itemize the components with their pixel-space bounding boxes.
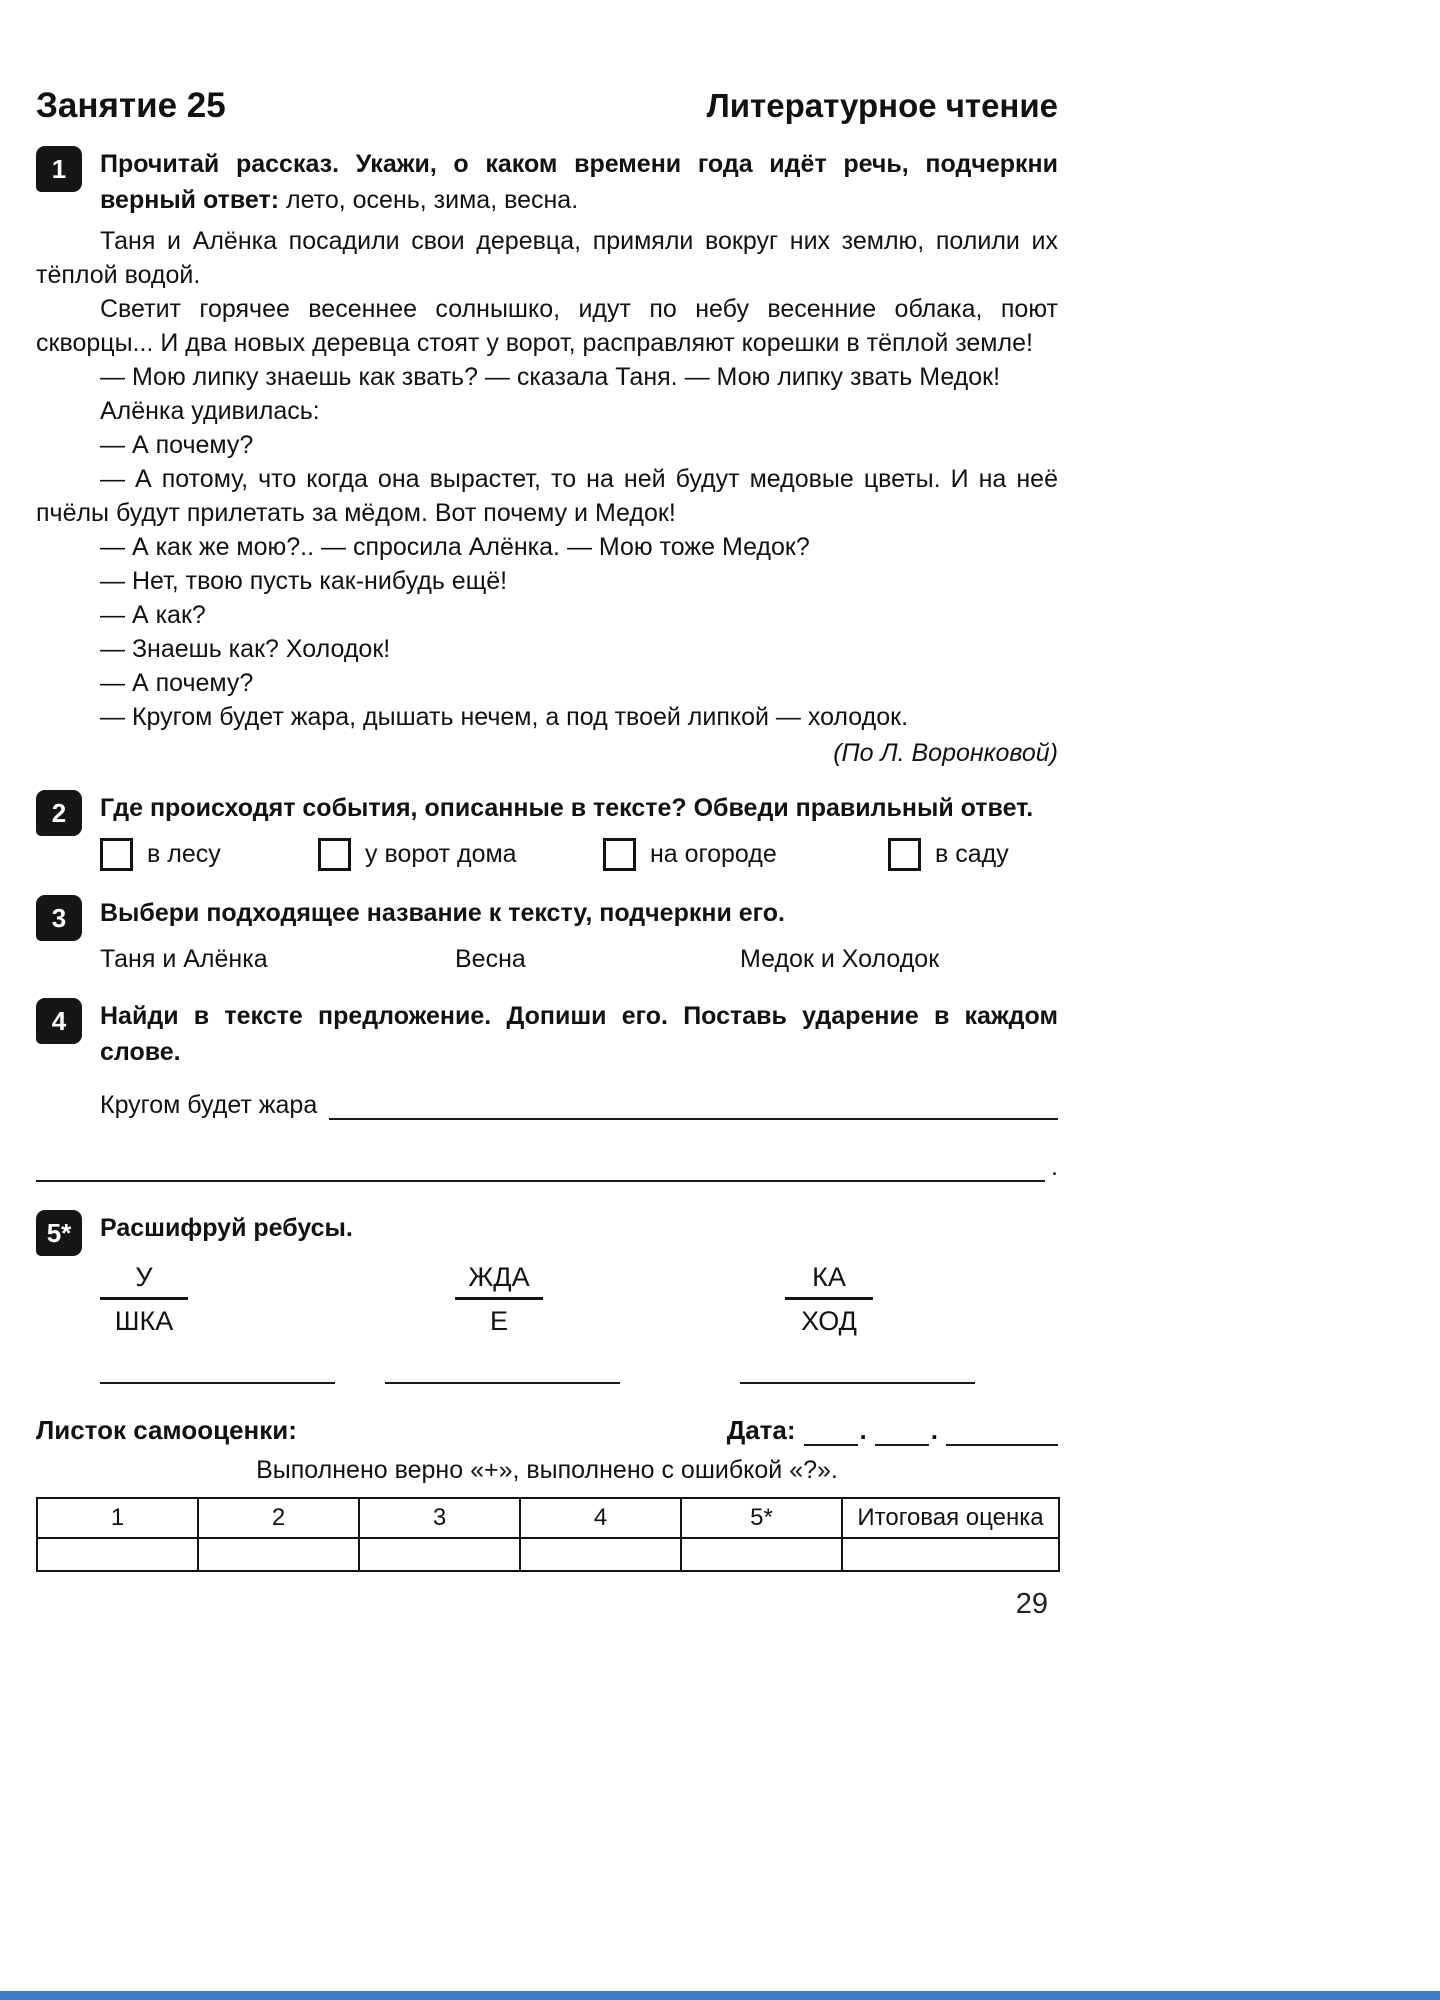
answer-checkbox[interactable] bbox=[100, 838, 133, 871]
task1-body bbox=[100, 146, 1058, 218]
date-day-blank[interactable] bbox=[804, 1420, 858, 1446]
rebus-top: У bbox=[135, 1262, 153, 1292]
rebus bbox=[100, 1262, 188, 1336]
task-1 bbox=[36, 146, 1058, 218]
task2-badge: 2 bbox=[36, 790, 82, 836]
score-cell[interactable] bbox=[37, 1538, 198, 1571]
answer-option[interactable] bbox=[318, 838, 603, 871]
task5-body bbox=[100, 1210, 1058, 1389]
task4-body bbox=[100, 998, 1058, 1120]
date-year-blank[interactable] bbox=[946, 1420, 1058, 1446]
rebus-bottom: ШКА bbox=[114, 1306, 174, 1336]
date-month-blank[interactable] bbox=[875, 1420, 929, 1446]
rebus-answer-row bbox=[100, 1358, 1058, 1389]
answer-checkbox[interactable] bbox=[318, 838, 351, 871]
score-header-cell: 1 bbox=[37, 1498, 198, 1538]
story-paragraph: — Нет, твою пусть как-нибудь ещё! bbox=[100, 567, 508, 595]
task4-answer-line2 bbox=[36, 1144, 1058, 1182]
page-number: 29 bbox=[1015, 1588, 1048, 1620]
story-paragraph: Таня и Алёнка посадили свои деревца, примяли вокруг них землю, полили их тёплой водой. bbox=[36, 227, 1058, 289]
task1-prompt-bold: Прочитай рассказ. Укажи, о каком времени года идёт речь, подчеркни верный ответ: bbox=[100, 150, 1058, 214]
answer-checkbox[interactable] bbox=[888, 838, 921, 871]
checkbox-label: у ворот дома bbox=[365, 840, 517, 868]
task3-badge: 3 bbox=[36, 895, 82, 941]
rebus-top: ЖДА bbox=[468, 1262, 530, 1292]
rebus-cell bbox=[785, 1262, 1058, 1336]
score-cell[interactable] bbox=[198, 1538, 359, 1571]
story-text bbox=[36, 224, 1058, 770]
story-paragraph: Светит горячее весеннее солнышко, идут по небу весенние облака, поют скворцы... И два новых деревца стоят у ворот, расправляют корешки в тёплой земле! bbox=[36, 295, 1058, 357]
table-header-row bbox=[37, 1498, 1059, 1538]
date-label: Дата: bbox=[726, 1415, 796, 1445]
score-header-cell: 2 bbox=[198, 1498, 359, 1538]
score-cell[interactable] bbox=[842, 1538, 1059, 1571]
rebus-cell bbox=[455, 1262, 785, 1336]
rebus-answer-blank[interactable] bbox=[740, 1358, 975, 1384]
date-field bbox=[727, 1415, 1058, 1446]
date-separator: . bbox=[930, 1415, 938, 1445]
task-2 bbox=[36, 790, 1058, 871]
subject-title: Литературное чтение bbox=[706, 87, 1058, 124]
task4-badge: 4 bbox=[36, 998, 82, 1044]
story-paragraph: — Мою липку знаешь как звать? — сказала Таня. — Мою липку звать Медок! bbox=[100, 363, 1001, 391]
task3-body bbox=[100, 895, 1058, 974]
date-separator: . bbox=[859, 1415, 867, 1445]
answer-option[interactable] bbox=[888, 838, 1058, 871]
task-3 bbox=[36, 895, 1058, 974]
title-option[interactable]: Таня и Алёнка bbox=[100, 945, 268, 973]
answer-blank[interactable] bbox=[36, 1152, 1045, 1182]
checkbox-label: в лесу bbox=[147, 840, 221, 868]
sentence-start: Кругом будет жара bbox=[100, 1091, 318, 1119]
story-attribution: (По Л. Воронковой) bbox=[833, 739, 1058, 767]
title-option[interactable]: Весна bbox=[455, 945, 526, 973]
workbook-page bbox=[36, 0, 1058, 1621]
rebus-top: КА bbox=[812, 1262, 846, 1292]
task2-prompt: Где происходят события, описанные в тексте? Обведи правильный ответ. bbox=[100, 794, 1034, 822]
rebus bbox=[455, 1262, 543, 1336]
task1-season-options[interactable]: лето, осень, зима, весна. bbox=[286, 186, 579, 214]
answer-option[interactable] bbox=[100, 838, 318, 871]
rebus-bottom: ХОД bbox=[801, 1306, 857, 1336]
rebus-bottom: Е bbox=[489, 1306, 508, 1336]
task2-options-row bbox=[100, 838, 1058, 871]
task4-prompt: Найди в тексте предложение. Допиши его. Поставь ударение в каждом слове. bbox=[100, 1002, 1058, 1066]
task-5 bbox=[36, 1210, 1058, 1389]
title-option[interactable]: Медок и Холодок bbox=[740, 945, 940, 973]
task5-badge: 5* bbox=[36, 1210, 82, 1256]
story-paragraph: — А почему? bbox=[100, 431, 254, 459]
page-header bbox=[36, 86, 1058, 126]
task5-prompt: Расшифруй ребусы. bbox=[100, 1214, 353, 1242]
score-header-cell: 4 bbox=[520, 1498, 681, 1538]
task1-prompt bbox=[100, 146, 1058, 218]
rebus-cell bbox=[100, 1262, 455, 1336]
task4-answer-line1 bbox=[100, 1082, 1058, 1120]
rebus-answer-blank[interactable] bbox=[100, 1358, 335, 1384]
story-paragraph: Алёнка удивилась: bbox=[100, 397, 320, 425]
story-paragraph: — А почему? bbox=[100, 669, 254, 697]
task-4 bbox=[36, 998, 1058, 1120]
lesson-title: Занятие 25 bbox=[36, 86, 226, 125]
story-paragraph: — Кругом будет жара, дышать нечем, а под твоей липкой — холодок. bbox=[100, 703, 909, 731]
self-assessment-title: Листок самооценки: bbox=[36, 1415, 297, 1445]
story-paragraph: — Знаешь как? Холодок! bbox=[100, 635, 391, 663]
self-assessment-header bbox=[36, 1415, 1058, 1446]
rebus-answer-blank[interactable] bbox=[385, 1358, 620, 1384]
line-end-punctuation: . bbox=[1051, 1153, 1058, 1181]
self-assessment-table bbox=[36, 1497, 1060, 1572]
rebus bbox=[785, 1262, 873, 1336]
answer-blank[interactable] bbox=[329, 1090, 1058, 1120]
checkbox-label: в саду bbox=[935, 840, 1009, 868]
score-header-cell: 3 bbox=[359, 1498, 520, 1538]
score-header-cell: Итоговая оценка bbox=[842, 1498, 1059, 1538]
score-cell[interactable] bbox=[520, 1538, 681, 1571]
rebus-row bbox=[100, 1262, 1058, 1336]
task2-body bbox=[100, 790, 1058, 871]
task3-options-row bbox=[100, 945, 1058, 974]
answer-option[interactable] bbox=[603, 838, 888, 871]
checkbox-label: на огороде bbox=[650, 840, 777, 868]
task3-prompt: Выбери подходящее название к тексту, подчеркни его. bbox=[100, 899, 785, 927]
story-paragraph: — А потому, что когда она вырастет, то на ней будут медовые цветы. И на неё пчёлы будут прилетать за мёдом. Вот почему и Медок! bbox=[36, 465, 1058, 527]
story-paragraph: — А как? bbox=[100, 601, 206, 629]
score-cell[interactable] bbox=[359, 1538, 520, 1571]
score-header-cell: 5* bbox=[681, 1498, 842, 1538]
table-score-row bbox=[37, 1538, 1059, 1571]
grading-note: Выполнено верно «+», выполнено с ошибкой «?». bbox=[256, 1456, 838, 1484]
footer-accent-bar bbox=[0, 1991, 1440, 2000]
answer-checkbox[interactable] bbox=[603, 838, 636, 871]
score-cell[interactable] bbox=[681, 1538, 842, 1571]
story-paragraph: — А как же мою?.. — спросила Алёнка. — Мою тоже Медок? bbox=[100, 533, 810, 561]
task1-badge: 1 bbox=[36, 146, 82, 192]
